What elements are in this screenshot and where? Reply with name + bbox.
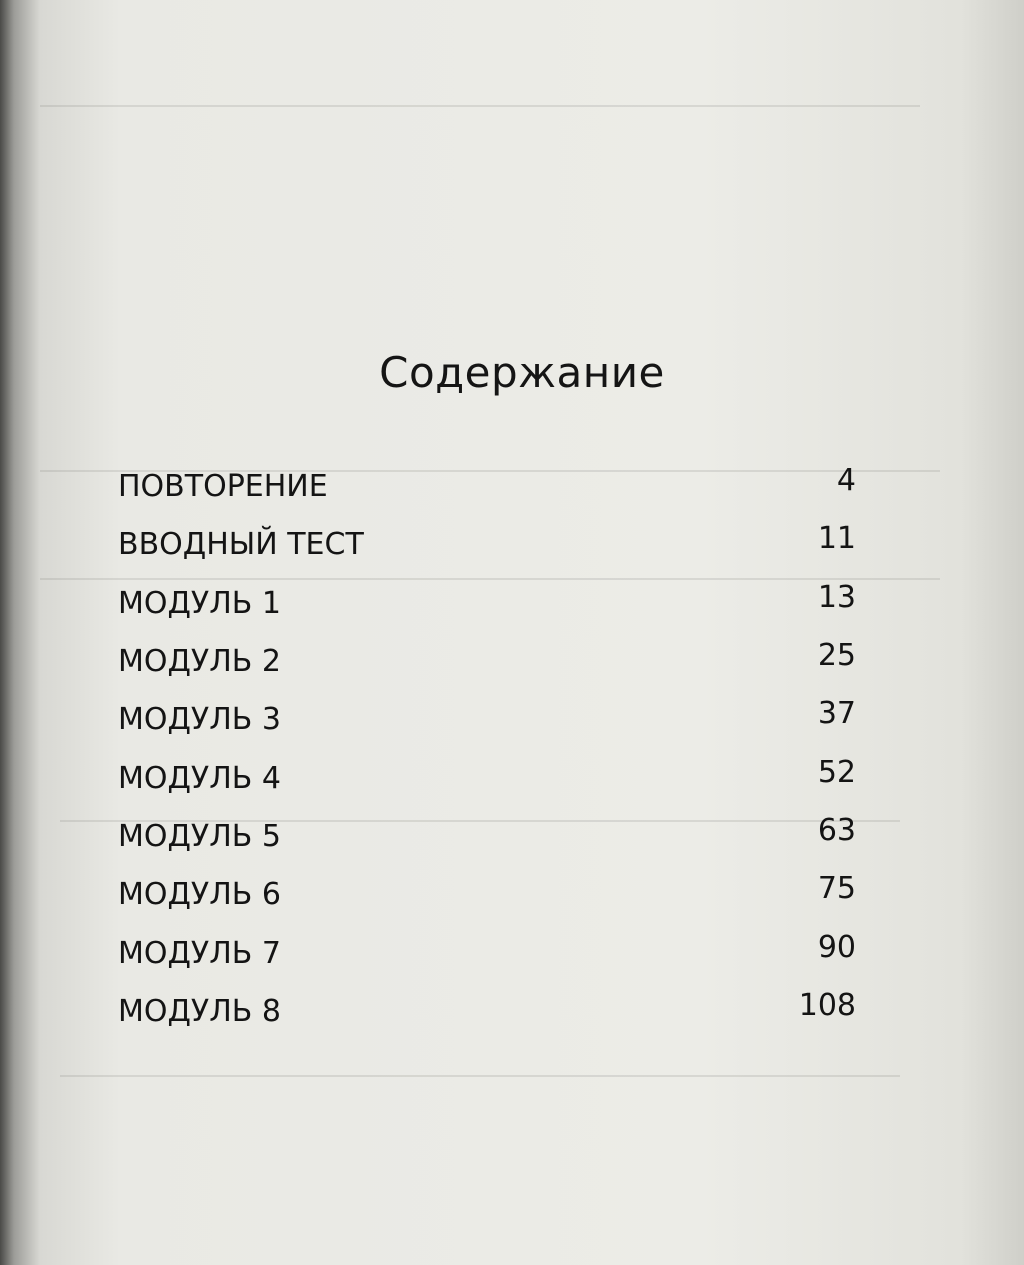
- toc-entry-page: 11: [817, 521, 856, 556]
- bleed-through-rule: [60, 1075, 900, 1077]
- toc-entry-label: МОДУЛЬ 3: [118, 702, 281, 737]
- toc-entry-page: 108: [798, 988, 856, 1023]
- bleed-through-rule: [40, 105, 920, 107]
- toc-entry: [118, 930, 856, 976]
- toc-entry-page: 52: [817, 755, 856, 790]
- toc-entry: [118, 871, 856, 917]
- toc-entry-label: МОДУЛЬ 6: [118, 877, 281, 912]
- toc-entry-label: МОДУЛЬ 2: [118, 644, 281, 679]
- toc-entry: [118, 813, 856, 859]
- toc-entry: [118, 463, 856, 509]
- toc-entry-page: 63: [817, 813, 856, 848]
- toc-entry-label: МОДУЛЬ 7: [118, 936, 281, 971]
- toc-entry-page: 25: [817, 638, 856, 673]
- toc-entry-page: 4: [836, 463, 856, 498]
- toc-entry-page: 90: [817, 930, 856, 965]
- toc-entry: [118, 638, 856, 684]
- toc-entry-label: МОДУЛЬ 4: [118, 761, 281, 796]
- toc-entry-label: МОДУЛЬ 5: [118, 819, 281, 854]
- toc-entry: [118, 696, 856, 742]
- toc-entry-label: МОДУЛЬ 1: [118, 586, 281, 621]
- toc-entry-page: 13: [817, 580, 856, 615]
- toc-entry: [118, 521, 856, 567]
- toc-entry-page: 75: [817, 871, 856, 906]
- toc-entry-label: ВВОДНЫЙ ТЕСТ: [118, 527, 364, 562]
- toc-entry-label: ПОВТОРЕНИЕ: [118, 469, 328, 504]
- toc-entry: [118, 988, 856, 1034]
- toc-entry: [118, 580, 856, 626]
- bleed-through-rule: [40, 578, 940, 580]
- toc-title: Содержание: [379, 348, 665, 397]
- toc-entry: [118, 755, 856, 801]
- toc-entry-label: МОДУЛЬ 8: [118, 994, 281, 1029]
- toc-entry-page: 37: [817, 696, 856, 731]
